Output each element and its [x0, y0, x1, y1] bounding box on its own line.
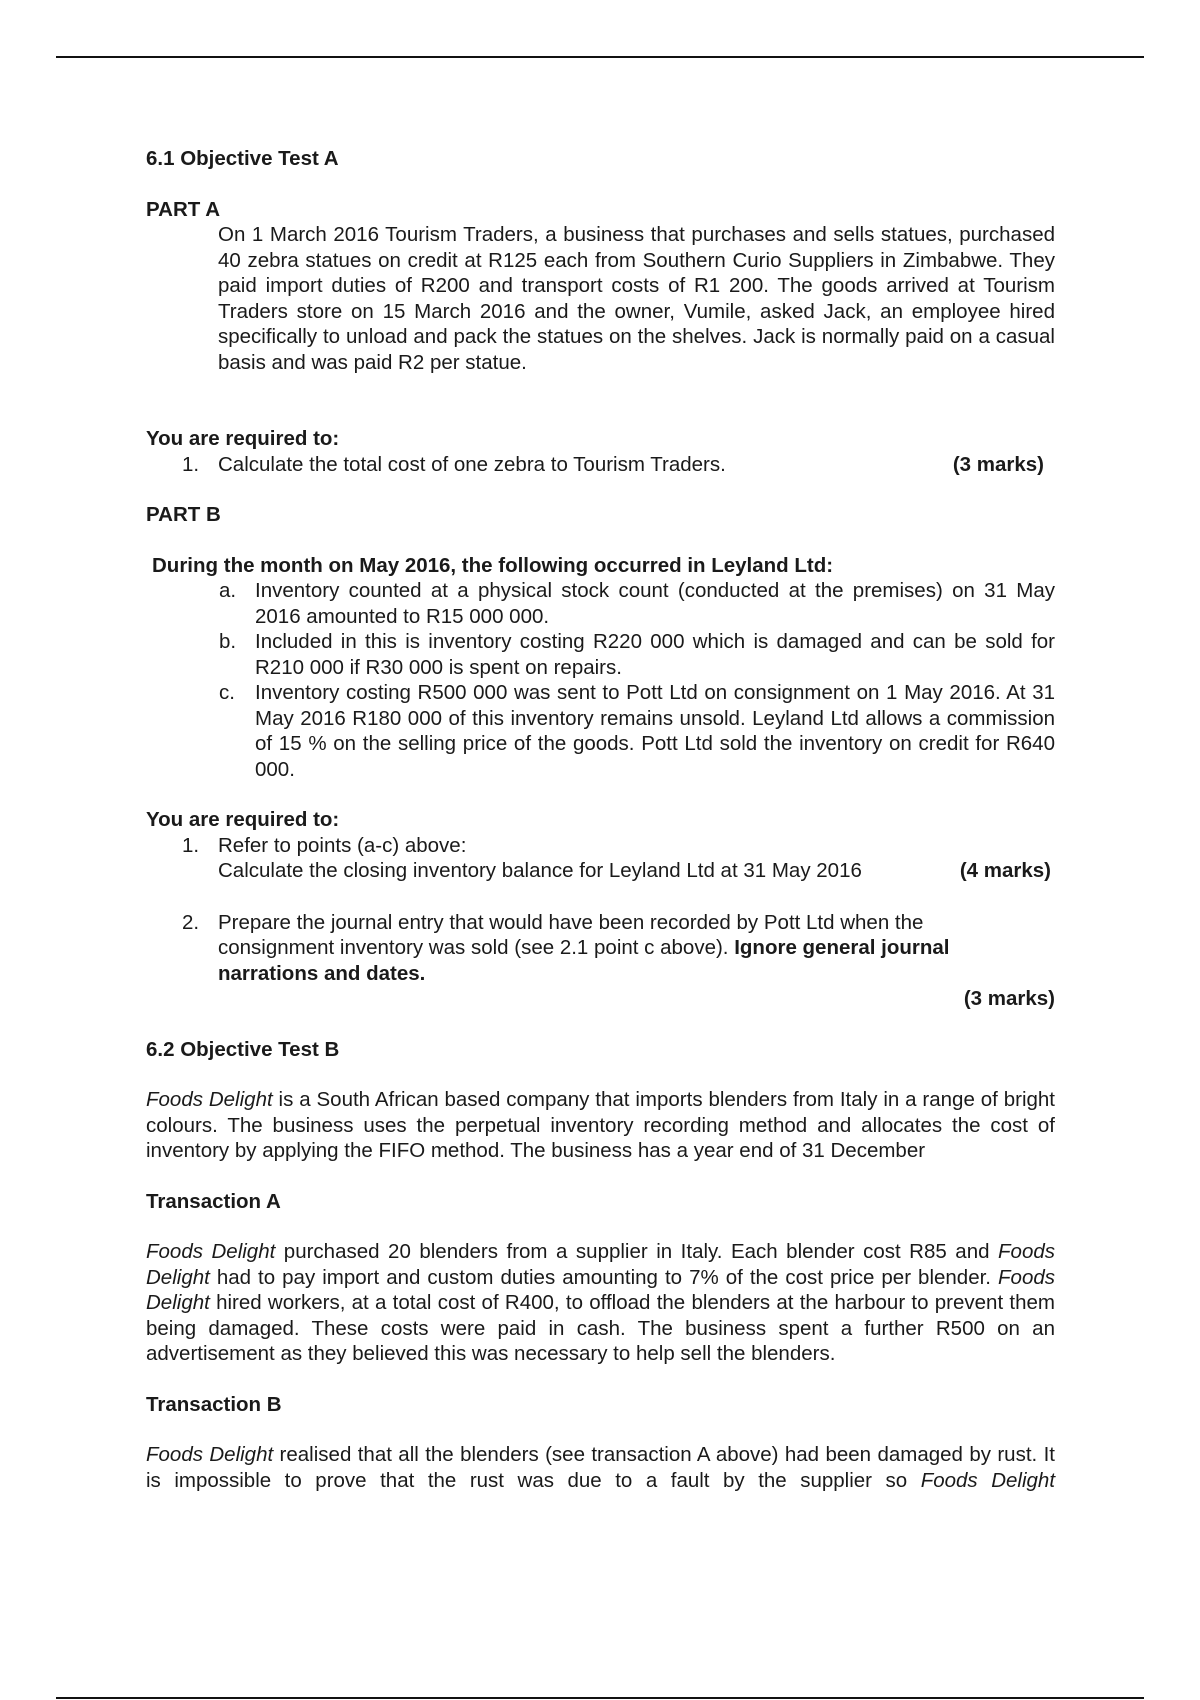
- question-text: Prepare the journal entry that would have been recorded by Pott Ltd when the consignment inventory was sold (see 2.1 point c above).: [218, 910, 924, 959]
- intro-text: is a South African based company that imports blenders from Italy in a range of bright colours. The business uses the perpetual inventory recording method and allocates the cost of inventory by applying the FIFO method. The business has a year end of 31 December: [146, 1088, 1055, 1162]
- company-name: Foods Delight: [146, 1443, 274, 1466]
- list-item: [146, 629, 1055, 680]
- part-b-question-1: [146, 833, 1055, 884]
- part-b-required-label: You are required to:: [146, 808, 340, 831]
- item-text: Inventory counted at a physical stock count (conducted at the premises) on 31 May 2016 amounted to R15 000 000.: [255, 579, 1055, 628]
- company-name: Foods Delight: [146, 1088, 273, 1111]
- question-marks: (4 marks): [959, 859, 1051, 882]
- question-marks: (3 marks): [963, 987, 1055, 1010]
- transaction-text: had to pay import and custom duties amounting to 7% of the cost price per blender.: [209, 1265, 999, 1289]
- transaction-a-paragraph: [146, 1239, 1055, 1367]
- question-text: Calculate the total cost of one zebra to Tourism Traders.: [218, 452, 726, 476]
- part-a-label: PART A: [146, 197, 221, 221]
- company-name: Foods Delight: [146, 1240, 276, 1263]
- header-rule: [56, 56, 1144, 58]
- question-marks: (3 marks): [952, 452, 1044, 476]
- item-letter: b.: [219, 630, 237, 653]
- transaction-b-label: Transaction B: [146, 1392, 282, 1416]
- part-b-intro: During the month on May 2016, the following occurred in Leyland Ltd:: [152, 553, 834, 577]
- list-item: [146, 680, 1055, 782]
- transaction-text: hired workers, at a total cost of R400, to offload the blenders at the harbour to prevent them being damaged. These costs were paid in cash. The business spent a further R500 on an advertisement as they believed this was necessary to help sell the blenders.: [146, 1291, 1055, 1365]
- part-a-required-label: You are required to:: [146, 427, 340, 450]
- transaction-text: purchased 20 blenders from a supplier in Italy. Each blender cost R85 and: [275, 1240, 999, 1263]
- company-name: Foods Delight: [146, 1265, 1055, 1314]
- part-b-label: PART B: [146, 503, 221, 526]
- item-letter: c.: [219, 681, 235, 704]
- item-text: Included in this is inventory costing R220 000 which is damaged and can be sold for R210 000 if R30 000 is spent on repairs.: [255, 630, 1055, 679]
- company-name: Foods Delight: [920, 1468, 1056, 1492]
- test-b-intro: [146, 1087, 1055, 1164]
- test-b-heading: 6.2 Objective Test B: [146, 1037, 340, 1061]
- part-a-question-1: [146, 452, 1055, 478]
- question-number: 1.: [182, 833, 200, 857]
- question-number: 2.: [182, 910, 200, 934]
- footer-rule: [56, 1697, 1144, 1699]
- document-body: [146, 146, 1055, 1493]
- transaction-text: realised that all the blenders (see transaction A above) had been damaged by rust. It is impossible to prove that the rust was due to a fault by the supplier so: [146, 1443, 1055, 1492]
- transaction-a-label: Transaction A: [146, 1189, 281, 1213]
- list-item: [146, 578, 1055, 629]
- transaction-b-paragraph: [146, 1442, 1055, 1493]
- test-a-heading: 6.1 Objective Test A: [146, 147, 339, 170]
- question-line-1: Refer to points (a-c) above:: [218, 833, 467, 857]
- part-b-question-2: [146, 910, 1055, 1012]
- item-text: Inventory costing R500 000 was sent to Pott Ltd on consignment on 1 May 2016. At 31 May 2016 R180 000 of this inventory remains unsold. Leyland Ltd allows a commission of 15 % on the selling price of the goods. Pott Ltd sold the inventory on credit for R640 000.: [255, 681, 1055, 781]
- question-line-2: Calculate the closing inventory balance for Leyland Ltd at 31 May 2016: [218, 859, 862, 882]
- part-b-items: [146, 578, 1055, 782]
- question-number: 1.: [182, 452, 200, 476]
- item-letter: a.: [219, 579, 237, 602]
- company-name: Foods Delight: [146, 1240, 1055, 1289]
- question-bold-note: Ignore general journal narrations and dates.: [218, 936, 950, 985]
- part-a-paragraph: On 1 March 2016 Tourism Traders, a business that purchases and sells statues, purchased 40 zebra statues on credit at R125 each from Southern Curio Suppliers in Zimbabwe. They paid import duties of R200 and transport costs of R1 200. The goods arrived at Tourism Traders store on 15 March 2016 and the owner, Vumile, asked Jack, an employee hired specifically to unload and pack the statues on the shelves. Jack is normally paid on a casual basis and was paid R2 per statue.: [218, 223, 1055, 374]
